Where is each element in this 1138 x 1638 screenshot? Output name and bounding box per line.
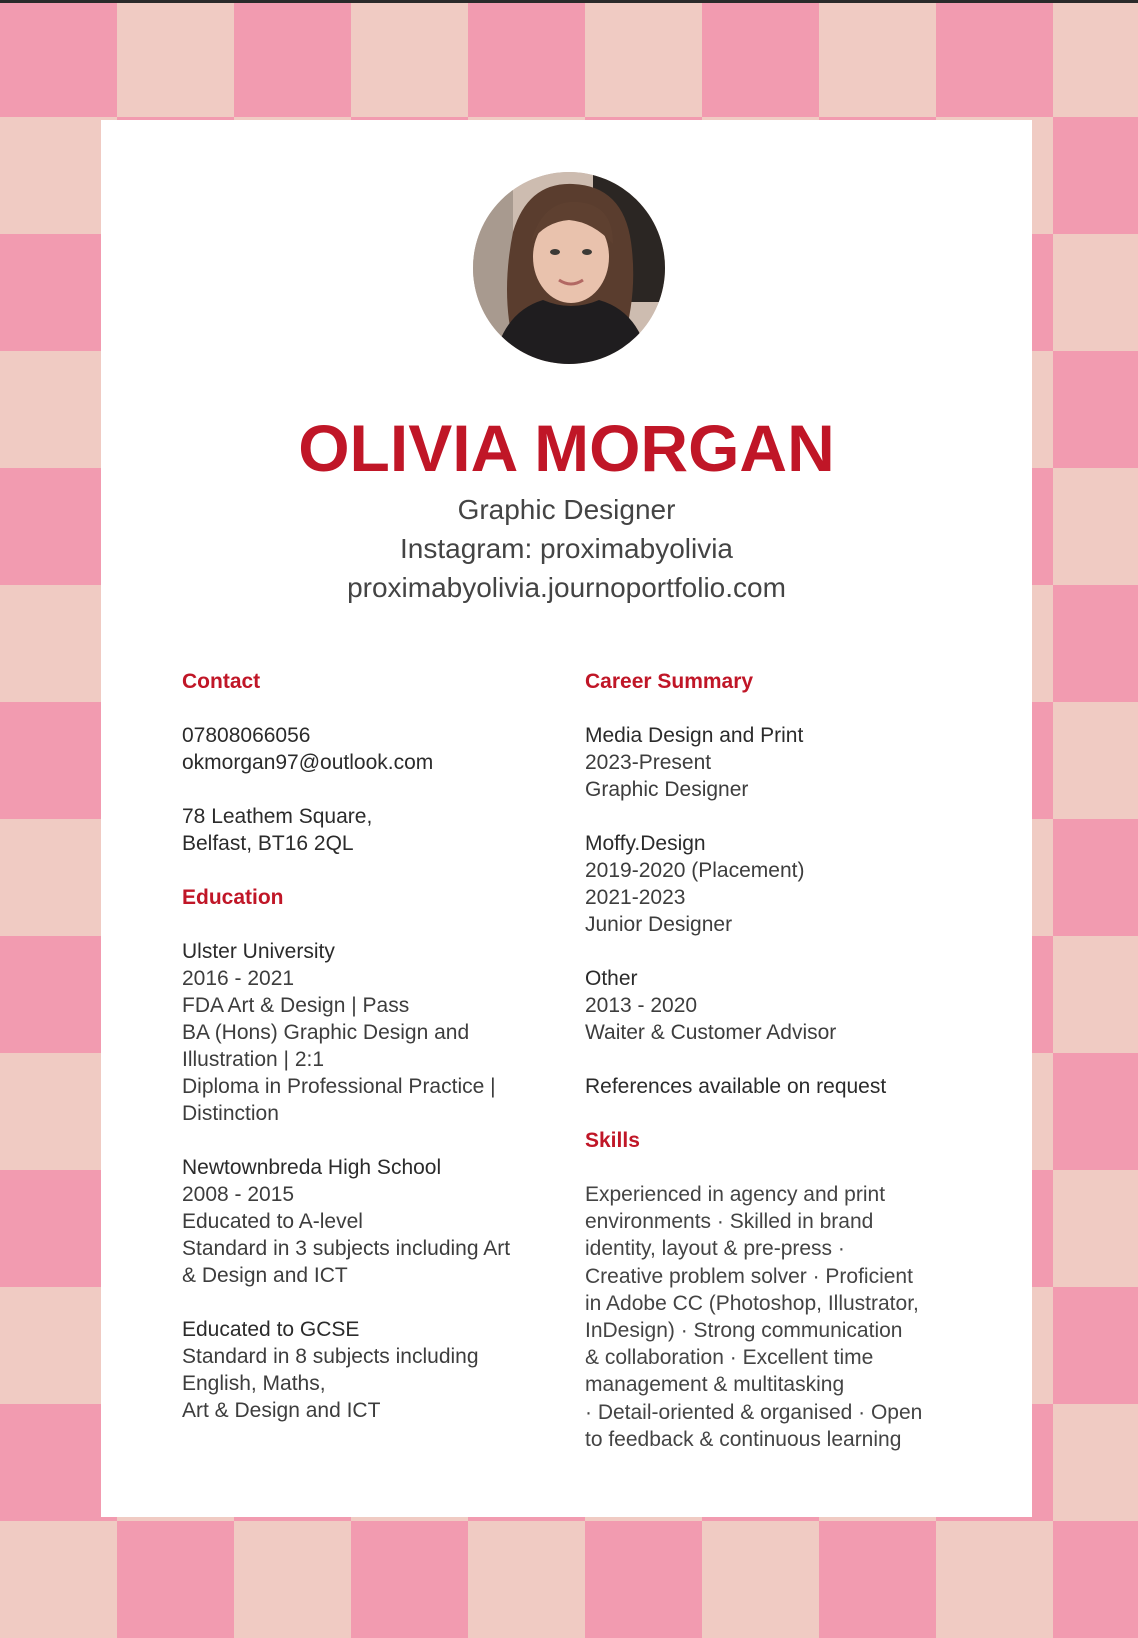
checker-tile (0, 234, 117, 351)
education-school: Educated to GCSE (182, 1318, 360, 1341)
career-company: Media Design and Print (585, 724, 804, 747)
checker-tile (819, 0, 936, 117)
checker-tile (351, 0, 468, 117)
skills-line: identity, layout & pre-press · (585, 1237, 845, 1261)
education-school: Newtownbreda High School (182, 1156, 442, 1179)
portrait-illustration (473, 172, 665, 364)
skills-line: to feedback & continuous learning (585, 1427, 902, 1451)
education-detail: 2008 - 2015 (182, 1183, 295, 1206)
education-detail: Distinction (182, 1102, 279, 1125)
checker-tile (936, 1521, 1053, 1638)
education-detail: Art & Design and ICT (182, 1399, 381, 1422)
checker-tile (0, 1287, 117, 1404)
skills-line: management & multitasking (585, 1373, 845, 1397)
education-detail: Diploma in Professional Practice | (182, 1075, 496, 1098)
checker-tile (1053, 0, 1138, 117)
email-address: okmorgan97@outlook.com (182, 751, 434, 774)
references-note: References available on request (585, 1075, 887, 1098)
career-detail: 2019-2020 (Placement) (585, 859, 805, 882)
checker-tile (1053, 585, 1138, 702)
education-detail: Standard in 8 subjects including (182, 1345, 479, 1368)
phone-number: 07808066056 (182, 724, 311, 747)
education-detail: BA (Hons) Graphic Design and (182, 1021, 470, 1044)
checker-tile (0, 117, 117, 234)
education-detail: 2016 - 2021 (182, 967, 295, 990)
career-detail: Waiter & Customer Advisor (585, 1021, 837, 1044)
career-detail: 2013 - 2020 (585, 994, 698, 1017)
education-detail: Educated to A-level (182, 1210, 363, 1233)
career-detail: 2023-Present (585, 751, 712, 774)
checker-tile (0, 1404, 117, 1521)
address-line-2: Belfast, BT16 2QL (182, 832, 354, 855)
checker-tile (0, 819, 117, 936)
skills-heading: Skills (585, 1129, 640, 1152)
checker-tile (351, 1521, 468, 1638)
checker-tile (1053, 468, 1138, 585)
job-title: Graphic Designer (457, 494, 676, 525)
checker-tile (0, 468, 117, 585)
checker-tile (1053, 234, 1138, 351)
checker-tile (1053, 819, 1138, 936)
checker-tile (468, 0, 585, 117)
career-detail: Graphic Designer (585, 778, 749, 801)
checker-tile (1053, 1404, 1138, 1521)
checker-tile (0, 1053, 117, 1170)
checker-tile (0, 585, 117, 702)
checker-tile (1053, 1521, 1138, 1638)
profile-photo (473, 172, 665, 364)
career-heading: Career Summary (585, 670, 754, 693)
contact-heading: Contact (182, 670, 261, 693)
checker-tile (234, 1521, 351, 1638)
career-detail: 2021-2023 (585, 886, 686, 909)
education-detail: English, Maths, (182, 1372, 326, 1395)
checker-tile (0, 936, 117, 1053)
education-detail: FDA Art & Design | Pass (182, 994, 410, 1017)
skills-line: · Detail-oriented & organised · Open (585, 1400, 923, 1424)
skills-line: & collaboration · Excellent time (585, 1346, 874, 1370)
education-detail: & Design and ICT (182, 1264, 348, 1287)
checker-tile (1053, 702, 1138, 819)
checker-tile (0, 351, 117, 468)
skills-line: environments · Skilled in brand (585, 1210, 874, 1234)
checker-tile (1053, 936, 1138, 1053)
checker-tile (585, 1521, 702, 1638)
education-detail: Standard in 3 subjects including Art (182, 1237, 511, 1260)
checker-tile (468, 1521, 585, 1638)
education-heading: Education (182, 886, 284, 909)
portfolio-url: proximabyolivia.journoportfolio.com (347, 572, 786, 603)
checker-tile (1053, 1053, 1138, 1170)
checker-tile (819, 1521, 936, 1638)
cv-sheet (101, 120, 1032, 1517)
checker-tile (936, 0, 1053, 117)
checker-tile (0, 1170, 117, 1287)
skills-line: InDesign) · Strong communication (585, 1319, 903, 1343)
candidate-name: OLIVIA MORGAN (298, 411, 835, 485)
top-edge-line (0, 0, 1138, 3)
skills-line: in Adobe CC (Photoshop, Illustrator, (585, 1291, 919, 1315)
checker-tile (702, 1521, 819, 1638)
checker-tile (702, 0, 819, 117)
skills-line: Experienced in agency and print (585, 1183, 886, 1206)
checker-tile (117, 0, 234, 117)
checker-tile (0, 1521, 117, 1638)
career-company: Other (585, 967, 638, 990)
checker-tile (0, 702, 117, 819)
instagram-handle: Instagram: proximabyolivia (399, 533, 734, 564)
education-detail: Illustration | 2:1 (182, 1048, 325, 1071)
checker-tile (117, 1521, 234, 1638)
checker-tile (1053, 351, 1138, 468)
checker-tile (234, 0, 351, 117)
skills-line: Creative problem solver · Proficient (585, 1264, 913, 1288)
checker-tile (1053, 1170, 1138, 1287)
checker-tile (0, 0, 117, 117)
career-detail: Junior Designer (585, 913, 733, 936)
checker-tile (1053, 1287, 1138, 1404)
right-column (585, 668, 955, 1453)
education-school: Ulster University (182, 940, 335, 963)
checker-tile (585, 0, 702, 117)
career-company: Moffy.Design (585, 832, 706, 855)
address-line-1: 78 Leathem Square, (182, 805, 373, 828)
checker-tile (1053, 117, 1138, 234)
left-column (182, 668, 552, 1424)
